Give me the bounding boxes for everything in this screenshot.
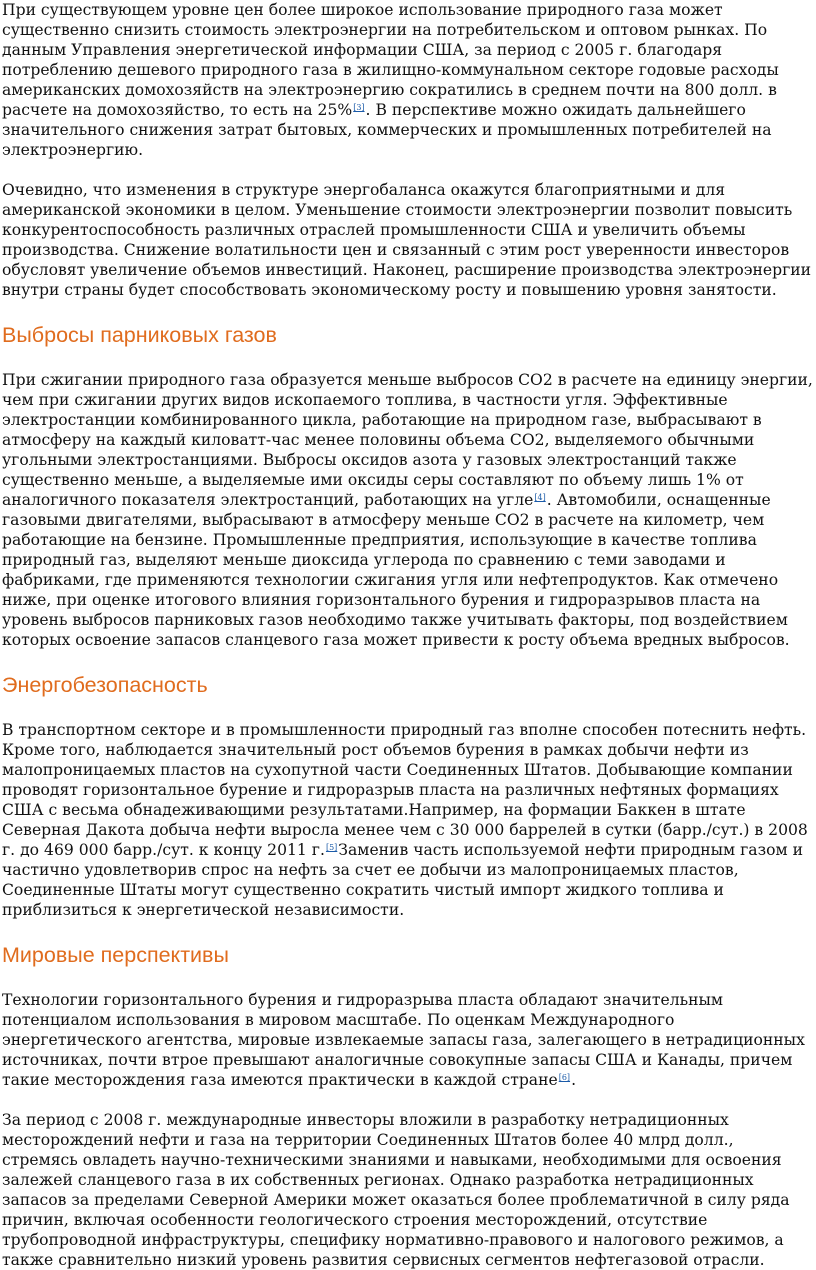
- paragraph-text-tail: . В перспективе можно ожидать дальнейшего значительного снижения затрат бытовых, коммерческих и промышленных потребителей на электроэнергию.: [2, 101, 772, 159]
- paragraph-international-investors: [2, 1110, 814, 1270]
- paragraph-emissions: [2, 370, 814, 650]
- paragraph-economy: [2, 180, 814, 300]
- section-heading-world-prospects: Мировые перспективы: [2, 943, 229, 967]
- footnote-link-5[interactable]: [5]: [325, 843, 338, 852]
- footnote-link-6[interactable]: [6]: [558, 1073, 571, 1082]
- footnote-link-4[interactable]: [4]: [534, 493, 546, 502]
- paragraph-electricity-costs: [2, 0, 814, 160]
- paragraph-energy-security: [2, 720, 814, 920]
- paragraph-text: При существующем уровне цен более широкое использование природного газа может существенно снизить стоимость электроэнергии на потребительском и оптовом рынках. По данным Управления энергетической информации США, за период с 2005 г. благодаря потреблению дешевого природного газа в жилищно-коммунальном секторе годовые расходы американских домохозяйств на электроэнергию сократились в среднем почти на 800 долл. в расчете на домохозяйство, то есть на 25%: [2, 1, 779, 119]
- paragraph-text: При сжигании природного газа образуется меньше выбросов СО2 в расчете на единицу энергии, чем при сжигании других видов ископаемого топлива, в частности угля. Эффективные электростанции комбинированного цикла, работающие на природном газе, выбрасывают в атмосферу на каждый киловатт-час менее половины объема СО2, выделяемого обычными угольными электростанциями. Выбросы оксидов азота у газовых электростанций также существенно меньше, а выделяемые ими оксиды серы составляют по объему лишь 1% от аналогичного показателя электростанций, работающих на угле: [2, 371, 813, 509]
- paragraph-text: За период с 2008 г. международные инвесторы вложили в разработку нетрадиционных месторождений нефти и газа на территории Соединенных Штатов более 40 млрд долл., стремясь овладеть научно-техническими знаниями и навыками, необходимыми для освоения залежей сланцевого газа в их собственных регионах. Однако разработка нетрадиционных запасов за пределами Северной Америки может оказаться более проблематичной в силу ряда причин, включая особенности геологического строения месторождений, отсутствие трубопроводной инфраструктуры, специфику нормативно-правового и налогового режимов, а также сравнительно низкий уровень развития сервисных сегментов нефтегазовой отрасли.: [2, 1111, 790, 1269]
- section-heading-energy-security: Энергобезопасность: [2, 673, 208, 697]
- paragraph-text: В транспортном секторе и в промышленности природный газ вполне способен потеснить нефть. Кроме того, наблюдается значительный рост объемов бурения в рамках добычи нефти из малопроницаемых пластов на сухопутной части Соединенных Штатов. Добывающие компании проводят горизонтальное бурение и гидроразрыв пласта на различных нефтяных формациях США с весьма обнадеживающими результатами.Например, на формации Баккен в штате Северная Дакота добыча нефти выросла менее чем с 30 000 баррелей в сутки (барр./сут.) в 2008 г. до 469 000 барр./сут. к концу 2011 г.: [2, 721, 808, 859]
- footnote-link-3[interactable]: [3]: [353, 103, 365, 112]
- paragraph-text: Технологии горизонтального бурения и гидроразрыва пласта обладают значительным потенциалом использования в мировом масштабе. По оценкам Международного энергетического агентства, мировые извлекаемые запасы газа, залегающего в нетрадиционных источниках, почти втрое превышают аналогичные совокупные запасы США и Канады, причем такие месторождения газа имеются практически в каждой стране: [2, 991, 805, 1089]
- paragraph-text: Очевидно, что изменения в структуре энергобаланса окажутся благоприятными и для американской экономики в целом. Уменьшение стоимости электроэнергии позволит повысить конкурентоспособность различных отраслей промышленности США и увеличить объемы производства. Снижение волатильности цен и связанный с этим рост уверенности инвесторов обусловят увеличение объемов инвестиций. Наконец, расширение производства электроэнергии внутри страны будет способствовать экономическому росту и повышению уровня занятости.: [2, 181, 812, 299]
- paragraph-world-prospects: [2, 990, 814, 1090]
- paragraph-text-tail: Заменив часть используемой нефти природным газом и частично удовлетворив спрос на нефть за счет ее добычи из малопроницаемых пластов, Соединенные Штаты могут существенно сократить чистый импорт жидкого топлива и приблизиться к энергетической независимости.: [2, 841, 803, 919]
- paragraph-text-tail: . Автомобили, оснащенные газовыми двигателями, выбрасывают в атмосферу меньше СО2 в расчете на километр, чем работающие на бензине. Промышленные предприятия, использующие в качестве топлива природный газ, выделяют меньше диоксида углерода по сравнению с теми заводами и фабриками, где применяются технологии сжигания угля или нефтепродуктов. Как отмечено ниже, при оценке итогового влияния горизонтального бурения и гидроразрывов пласта на уровень выбросов парниковых газов необходимо также учитывать факторы, под воздействием которых освоение запасов сланцевого газа может привести к росту объема вредных выбросов.: [2, 491, 790, 649]
- section-heading-emissions: Выбросы парниковых газов: [2, 323, 277, 347]
- paragraph-text-tail: .: [571, 1071, 577, 1089]
